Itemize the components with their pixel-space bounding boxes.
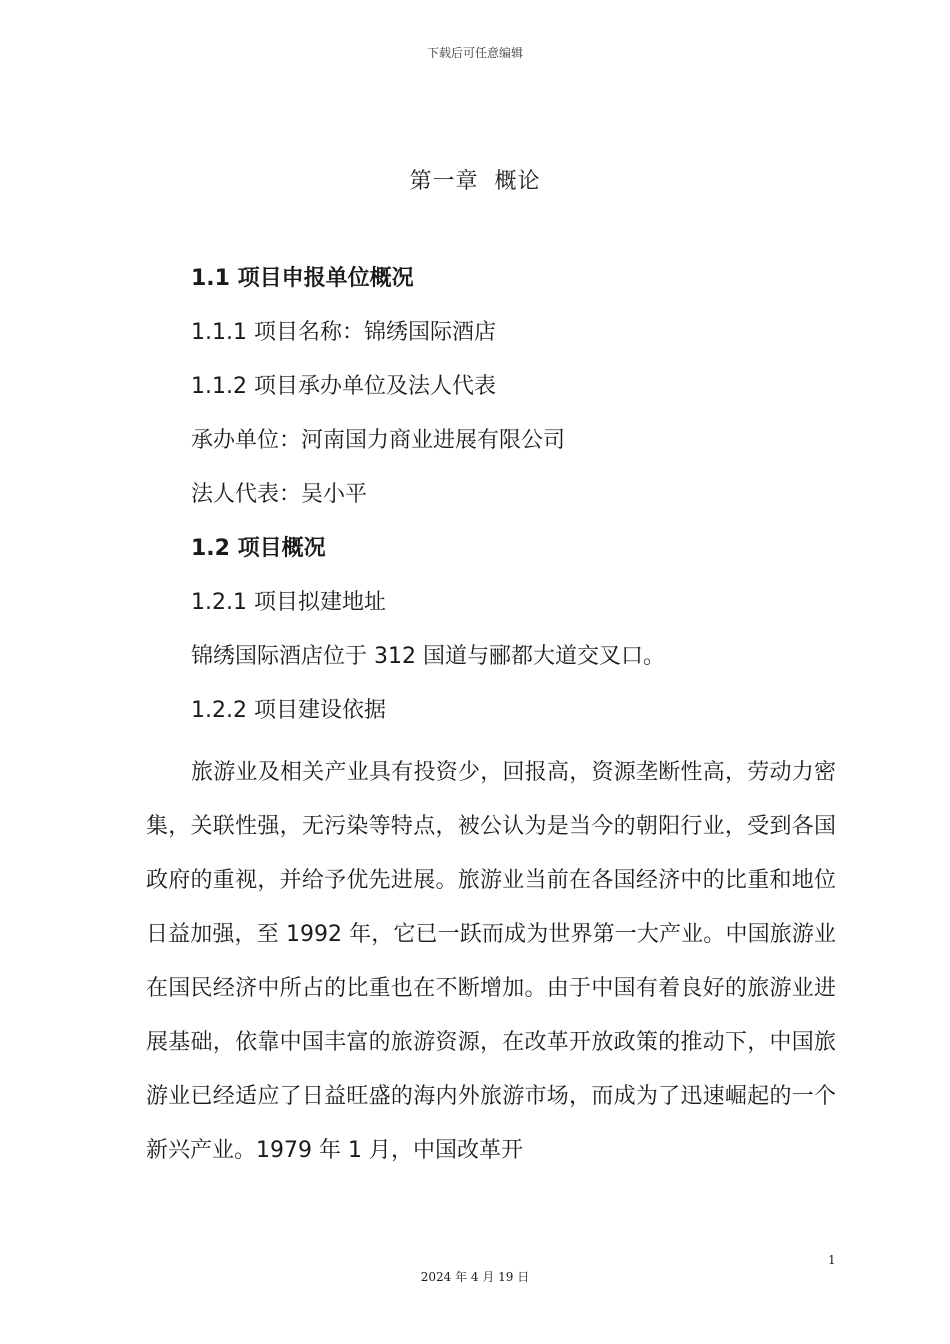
body-paragraph: 旅游业及相关产业具有投资少，回报高，资源垄断性高，劳动力密集，关联性强，无污染等特点，被公认为是当今的朝阳行业，受到各国政府的重视，并给予优先进展。旅游业当前在各国经济中的比重和地位日益加强，至 1992 年，它已一跃而成为世界第一大产业。中国旅游业在国民经济中所占的比重也在不断增加。由于中国有着良好的旅游业进展基础，依靠中国丰富的旅游资源，在改革开放政策的推动下，中国旅游业已经适应了日益旺盛的海内外旅游市场，而成为了迅速崛起的一个新兴产业。1979 年 1 月，中国改革开: [146, 760, 836, 1163]
section-heading-1-1: 1.1 项目申报单位概况: [191, 266, 414, 291]
header-note: 下载后可任意编辑: [426, 46, 523, 60]
page-number: 1: [828, 1253, 836, 1267]
section-heading-1-2: 1.2 项目概况: [191, 536, 326, 561]
project-name: 1.1.1 项目名称：锦绣国际酒店: [191, 320, 496, 345]
chapter-title: 第一章 概论: [409, 169, 541, 194]
legal-representative: 法人代表：吴小平: [191, 482, 368, 507]
footer-date: 2024 年 4 月 19 日: [420, 1270, 530, 1284]
section-heading-1-2-2: 1.2.2 项目建设依据: [191, 698, 386, 723]
project-address: 锦绣国际酒店位于 312 国道与郦都大道交叉口。: [191, 644, 665, 669]
section-heading-1-2-1: 1.2.1 项目拟建地址: [191, 590, 386, 615]
organizer-unit: 承办单位：河南国力商业进展有限公司: [191, 428, 566, 453]
section-heading-1-1-2: 1.1.2 项目承办单位及法人代表: [191, 374, 496, 399]
